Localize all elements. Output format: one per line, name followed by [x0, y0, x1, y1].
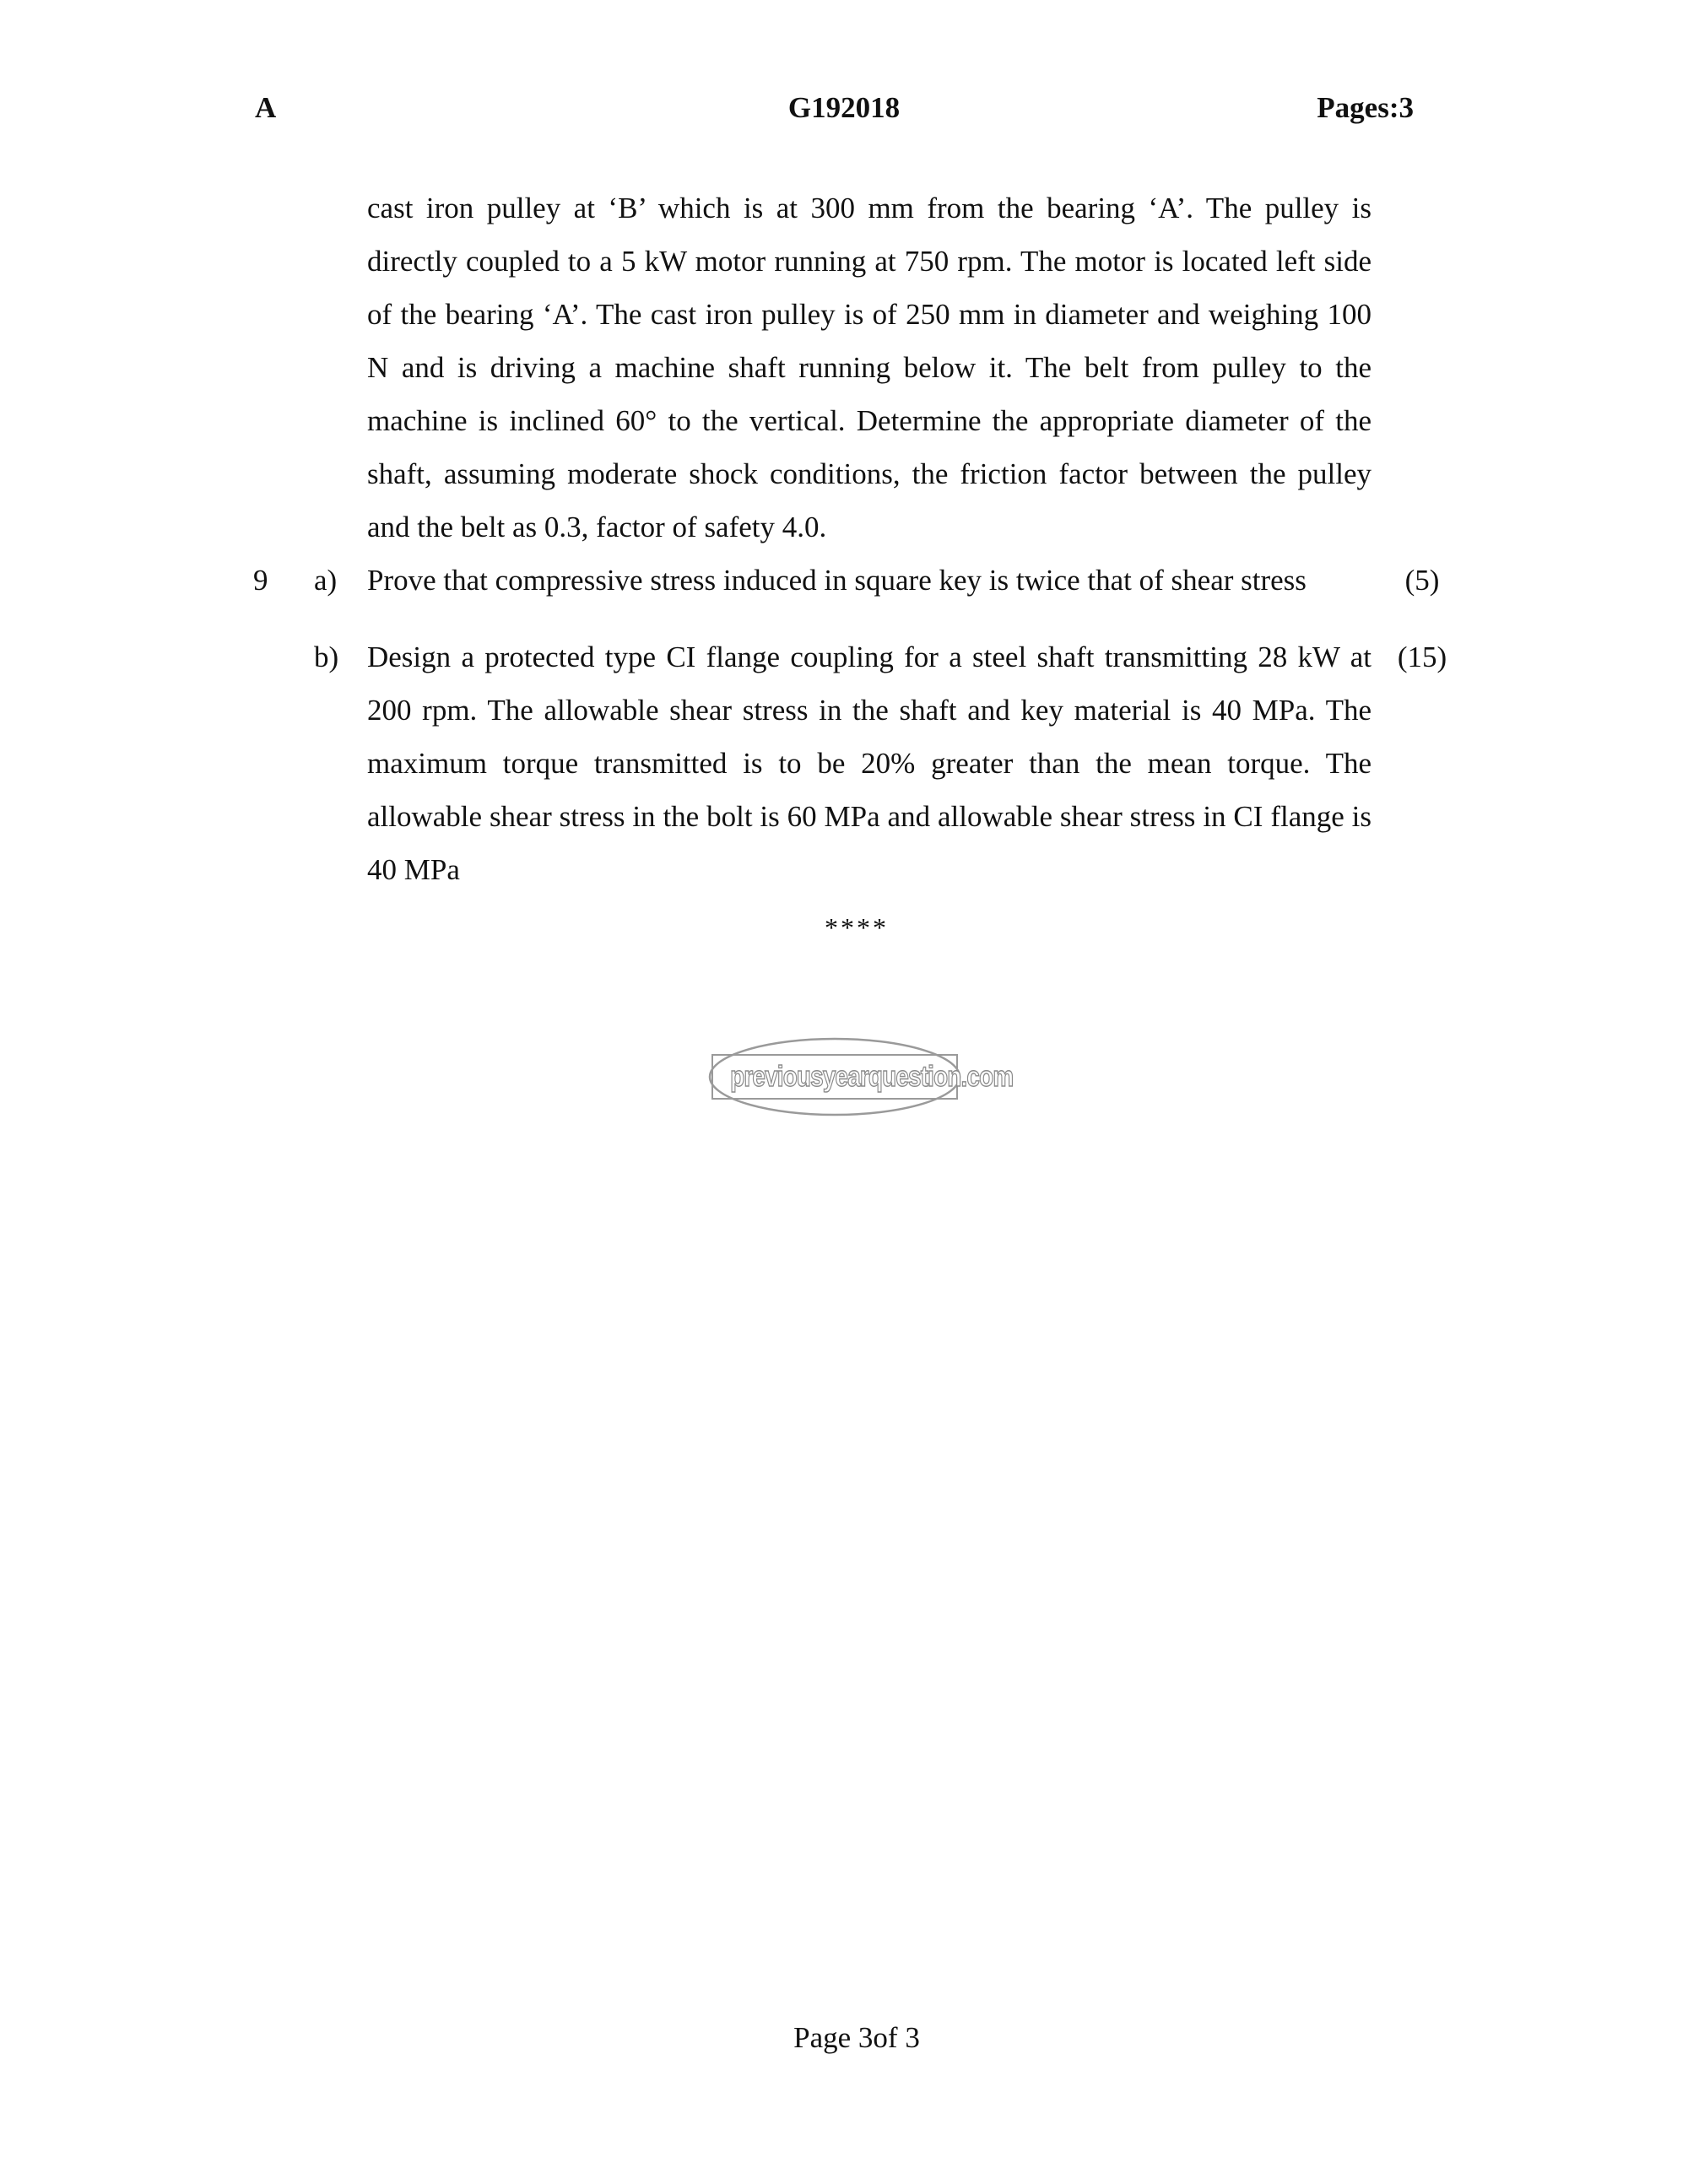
question-9a	[0, 554, 1688, 607]
spacer	[0, 607, 1688, 630]
end-marker: ****	[825, 912, 889, 943]
question-9a-text: Prove that compressive stress induced in square key is twice that of shear stress	[367, 564, 1307, 597]
question-9b-text: Design a protected type CI flange coupling for a steel shaft transmitting 28 kW at 200 rpm. The allowable shear stress in the shaft and key material is 40 MPa. The maximum torque transmitted is to be 20% greater than the mean torque. The allowable shear stress in the bolt is 60 MPa and allowable shear stress in CI flange is 40 MPa	[367, 641, 1372, 886]
part-label-b: b)	[314, 641, 339, 673]
page-header	[0, 91, 1688, 133]
continuation-paragraph: cast iron pulley at ‘B’ which is at 300 mm from the bearing ‘A’. The pulley is directly coupled to a 5 kW motor running at 750 rpm. The motor is located left side of the bearing ‘A’. The cast iron pulley is of 250 mm in diameter and weighing 100 N and is driving a machine shaft running below it. The belt from pulley to the machine is inclined 60° to the vertical. Determine the appropriate diameter of the shaft, assuming moderate shock conditions, the friction factor between the pulley and the belt as 0.3, factor of safety 4.0.	[367, 192, 1372, 543]
watermark-text: previousyearquestion.com	[730, 1061, 1014, 1093]
marks-9b: (15)	[1397, 641, 1447, 673]
part-label-a: a)	[314, 564, 338, 597]
page-footer: Page 3of 3	[793, 2021, 920, 2054]
question-content	[0, 181, 1688, 954]
header-set-label: A	[255, 91, 277, 124]
question-number: 9	[253, 564, 268, 597]
marks-9a: (5)	[1404, 564, 1440, 597]
header-paper-code: G192018	[787, 91, 901, 124]
watermark-logo	[707, 1036, 1014, 1117]
question-9b	[0, 630, 1688, 896]
header-page-count: Pages:3	[1317, 91, 1414, 124]
